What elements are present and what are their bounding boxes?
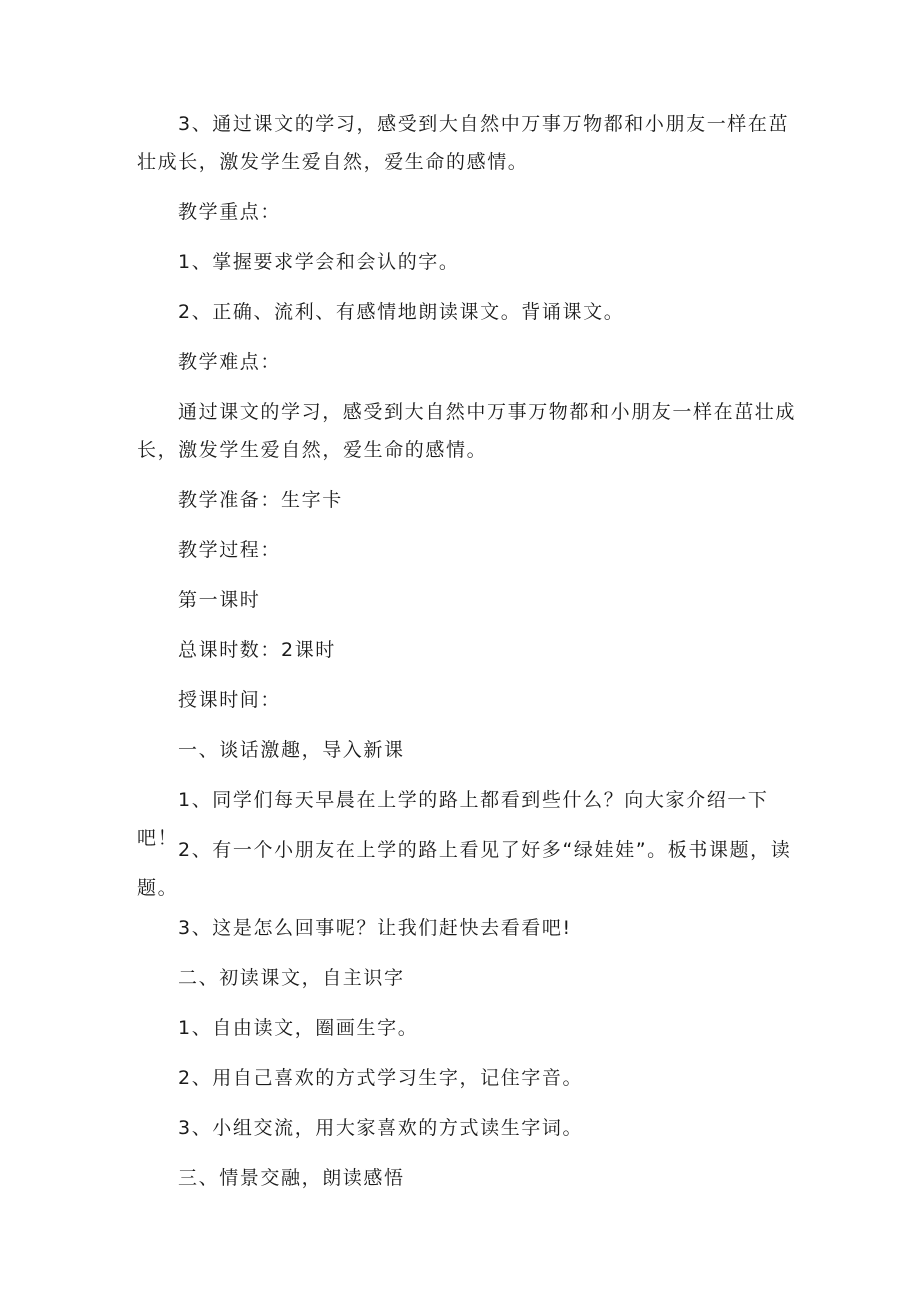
difficulties-heading: 教学难点： — [178, 351, 282, 373]
objective-3-paragraph: 3、通过课文的学习，感受到大自然中万事万物都和小朋友一样在茁壮成长，激发学生爱自然，爱生命的感情。 — [137, 113, 790, 173]
key-point-2: 2、正确、流利、有感情地朗读课文。背诵课文。 — [178, 301, 625, 323]
difficulties-paragraph: 通过课文的学习，感受到大自然中万事万物都和小朋友一样在茁壮成长，激发学生爱自然，爱生命的感情。 — [137, 401, 797, 461]
section-2-item-2: 2、用自己喜欢的方式学习生字，记住字音。 — [178, 1067, 584, 1089]
section-2-item-3: 3、小组交流，用大家喜欢的方式读生字词。 — [178, 1117, 584, 1139]
section-1-heading: 一、谈话激趣，导入新课 — [178, 739, 405, 761]
section-1-item-3: 3、这是怎么回事呢？让我们赶快去看看吧! — [178, 917, 572, 939]
first-lesson-heading: 第一课时 — [178, 589, 261, 611]
total-hours-line: 总课时数：2课时 — [178, 639, 336, 661]
section-2-heading: 二、初读课文，自主识字 — [178, 967, 405, 989]
section-2-item-1: 1、自由读文，圈画生字。 — [178, 1017, 419, 1039]
teaching-time-line: 授课时间： — [178, 689, 282, 711]
process-heading: 教学过程： — [178, 539, 282, 561]
section-1-item-1: 1、同学们每天早晨在上学的路上都看到些什么？向大家介绍一下吧！ — [137, 789, 769, 849]
key-point-1: 1、掌握要求学会和会认的字。 — [178, 251, 460, 273]
preparation-line: 教学准备：生字卡 — [178, 489, 343, 511]
key-points-heading: 教学重点： — [178, 201, 282, 223]
section-1-item-2: 2、有一个小朋友在上学的路上看见了好多“绿娃娃”。板书课题，读题。 — [137, 839, 792, 899]
section-3-heading: 三、情景交融，朗读感悟 — [178, 1167, 405, 1189]
